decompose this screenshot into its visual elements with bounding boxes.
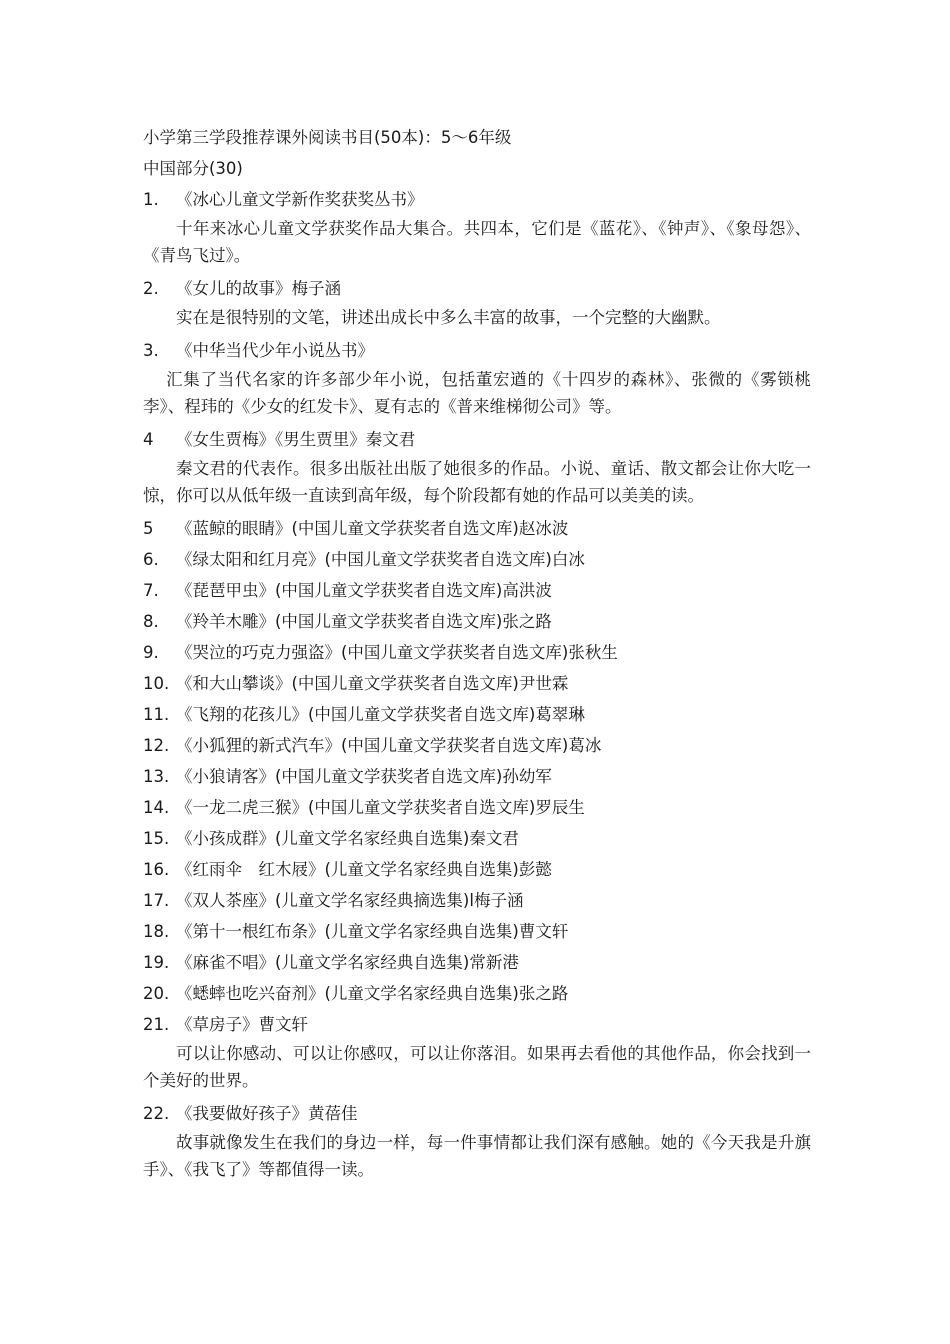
entry-title: 《一龙二虎三猴》(中国儿童文学获奖者自选文库)罗辰生 [176,798,585,817]
entry-title: 《小狐狸的新式汽车》(中国儿童文学获奖者自选文库)葛冰 [176,736,602,755]
entry-title: 《和大山攀谈》(中国儿童文学获奖者自选文库)尹世霖 [176,674,569,693]
entry-title: 《蓝鲸的眼睛》(中国儿童文学获奖者自选文库)赵冰波 [176,519,569,538]
book-entry [143,885,811,916]
book-entry [143,761,811,792]
book-entry [143,424,811,455]
entry-number: 16. [143,860,170,879]
entry-title: 《中华当代少年小说丛书》 [176,341,374,360]
book-entry [143,854,811,885]
entry-number: 21. [143,1015,170,1034]
book-entry [143,792,811,823]
book-entry [143,699,811,730]
book-entry [143,606,811,637]
book-entry [143,544,811,575]
section-heading: 中国部分(30) [143,159,243,178]
entry-title: 《草房子》曹文轩 [176,1015,308,1034]
entry-title: 《女儿的故事》梅子涵 [176,279,341,298]
book-entry [143,1098,811,1129]
entry-number: 11. [143,705,170,724]
book-entry [143,947,811,978]
entry-title: 《红雨伞 红木屐》(儿童文学名家经典自选集)彭懿 [176,860,552,879]
entry-description: 可以让你感动、可以让你感叹，可以让你落泪。如果再去看他的其他作品，你会找到一个美好的世界。 [143,1044,811,1090]
entry-title: 《蟋蟀也吃兴奋剂》(儿童文学名家经典自选集)张之路 [176,984,569,1003]
entry-number: 9. [143,643,159,662]
book-entry [143,335,811,366]
entry-description: 故事就像发生在我们的身边一样，每一件事情都让我们深有感触。她的《今天我是升旗手》、《我飞了》等都值得一读。 [143,1133,811,1179]
book-entry [143,1009,811,1040]
book-entry [143,916,811,947]
entry-number: 17. [143,891,170,910]
entry-number: 3. [143,341,159,360]
document-title: 小学第三学段推荐课外阅读书目(50本)：5～6年级 [143,128,512,147]
book-entry [143,730,811,761]
entry-title: 《我要做好孩子》黄蓓佳 [176,1104,358,1123]
entry-description: 汇集了当代名家的许多部少年小说，包括董宏遒的《十四岁的森林》、张微的《雾锁桃李》、程玮的《少女的红发卡》、夏有志的《普来维梯彻公司》等。 [143,370,811,416]
entry-title: 《冰心儿童文学新作奖获奖丛书》 [176,190,424,209]
entry-number: 10. [143,674,170,693]
book-entry [143,273,811,304]
entry-number: 6. [143,550,159,569]
book-entry [143,575,811,606]
entry-number: 4 [143,430,154,449]
entry-number: 12. [143,736,170,755]
book-entry [143,513,811,544]
entry-number: 8. [143,612,159,631]
book-entry [143,823,811,854]
entry-title: 《小孩成群》(儿童文学名家经典自选集)秦文君 [176,829,519,848]
entry-title: 《小狼请客》(中国儿童文学获奖者自选文库)孙幼军 [176,767,552,786]
entry-number: 1. [143,190,159,209]
entry-title: 《麻雀不唱》(儿童文学名家经典自选集)常新港 [176,953,519,972]
entry-title: 《双人茶座》(儿童文学名家经典摘选集)l梅子涵 [176,891,524,910]
book-entry [143,637,811,668]
entry-title: 《女生贾梅》《男生贾里》秦文君 [176,430,416,449]
entry-title: 《琵琶甲虫》(中国儿童文学获奖者自选文库)高洪波 [176,581,552,600]
book-entry [143,184,811,215]
entry-number: 18. [143,922,170,941]
entry-number: 15. [143,829,170,848]
entry-title: 《哭泣的巧克力强盗》(中国儿童文学获奖者自选文库)张秋生 [176,643,618,662]
entry-title: 《绿太阳和红月亮》(中国儿童文学获奖者自选文库)白冰 [176,550,585,569]
entry-number: 14. [143,798,170,817]
entry-number: 2. [143,279,159,298]
entry-number: 7. [143,581,159,600]
document-body [143,122,811,1187]
entry-number: 5 [143,519,154,538]
entry-title: 《羚羊木雕》(中国儿童文学获奖者自选文库)张之路 [176,612,552,631]
entry-number: 19. [143,953,170,972]
entry-title: 《飞翔的花孩儿》(中国儿童文学获奖者自选文库)葛翠琳 [176,705,585,724]
entry-title: 《第十一根红布条》(儿童文学名家经典自选集)曹文轩 [176,922,569,941]
entry-description: 秦文君的代表作。很多出版社出版了她很多的作品。小说、童话、散文都会让你大吃一惊，你可以从低年级一直读到高年级，每个阶段都有她的作品可以美美的读。 [143,459,811,505]
book-entry [143,668,811,699]
entry-description: 实在是很特别的文笔，讲述出成长中多么丰富的故事，一个完整的大幽默。 [176,308,721,327]
entry-number: 22. [143,1104,170,1123]
entry-description: 十年来冰心儿童文学获奖作品大集合。共四本，它们是《蓝花》、《钟声》、《象母怨》、《青鸟飞过》。 [143,219,811,265]
entry-number: 13. [143,767,170,786]
entry-number: 20. [143,984,170,1003]
book-entry [143,978,811,1009]
